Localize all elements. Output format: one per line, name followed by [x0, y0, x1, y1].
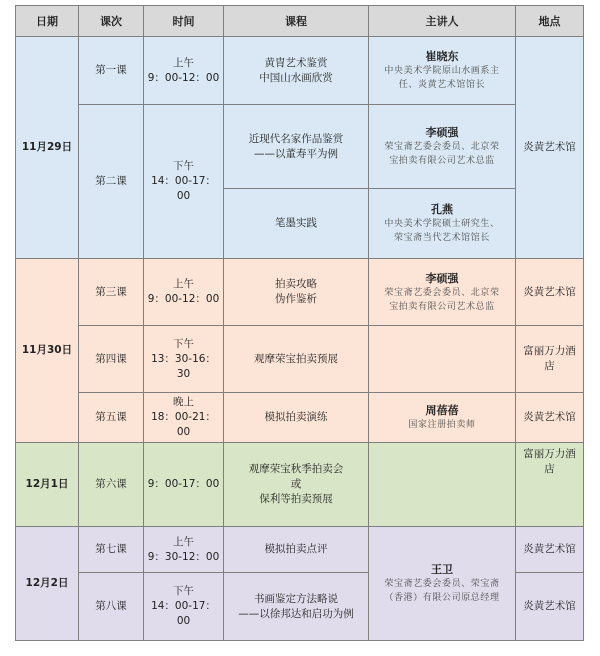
- venue-cell: 炎黄艺术馆: [516, 37, 584, 259]
- speaker-name: 王卫: [431, 563, 453, 576]
- header-row: [16, 6, 584, 37]
- date-cell: 11月30日: [16, 259, 79, 443]
- course-line: 伪作鉴析: [275, 293, 317, 305]
- speaker-desc: 宝拍卖有限公司艺术总监: [389, 156, 495, 166]
- schedule-container: [15, 5, 584, 641]
- table-row: [16, 37, 584, 105]
- course-cell: 笔墨实践: [224, 189, 369, 259]
- venue-cell: 炎黄艺术馆: [516, 527, 584, 573]
- speaker-cell: [369, 105, 516, 189]
- time-cell: [144, 326, 224, 393]
- venue-line: 富丽万力酒: [523, 345, 576, 357]
- table-row: [16, 443, 584, 527]
- time-period: 下午: [173, 160, 194, 172]
- speaker-name: 孔燕: [431, 203, 453, 216]
- course-cell: [224, 259, 369, 326]
- time-hours: 14：00-17：00: [151, 175, 216, 202]
- speaker-desc: 宝拍卖有限公司艺术总监: [389, 301, 495, 312]
- speaker-desc: 国家注册拍卖师: [408, 420, 476, 430]
- course-line: 观摩荣宝秋季拍卖会: [248, 463, 344, 475]
- course-line: 书画鉴定方法略说: [254, 592, 338, 605]
- speaker-cell: [369, 37, 516, 105]
- table-row: [16, 527, 584, 573]
- course-line: 或: [290, 478, 302, 490]
- venue-line: 富丽万力酒: [523, 448, 576, 460]
- venue-cell: 炎黄艺术馆: [516, 393, 584, 443]
- time-hours: 9：30-12：00: [147, 550, 220, 563]
- time-cell: [144, 105, 224, 259]
- header-date: 日期: [16, 6, 79, 37]
- date-cell: 11月29日: [16, 37, 79, 259]
- lesson-cell: 第四课: [79, 326, 144, 393]
- time-hours: 9：00-12：00: [147, 293, 220, 305]
- course-cell: 模拟拍卖点评: [224, 527, 369, 573]
- lesson-cell: 第六课: [79, 443, 144, 527]
- table-row: [16, 105, 584, 189]
- course-cell: [224, 105, 369, 189]
- venue-cell: [516, 326, 584, 393]
- time-period: 下午: [173, 337, 194, 350]
- speaker-cell: [369, 189, 516, 259]
- speaker-desc: 中央美术学院硕士研究生、: [384, 219, 500, 229]
- course-line: 拍卖攻略: [275, 278, 317, 290]
- course-cell: [224, 37, 369, 105]
- time-period: 上午: [173, 535, 194, 548]
- time-period: 上午: [173, 278, 194, 290]
- lesson-cell: 第八课: [79, 573, 144, 641]
- lesson-cell: 第一课: [79, 37, 144, 105]
- speaker-name: 李硕强: [425, 126, 459, 139]
- speaker-cell: [369, 326, 516, 393]
- time-hours: 18：00-21：00: [151, 411, 216, 438]
- venue-line: 店: [544, 360, 555, 372]
- lesson-cell: 第五课: [79, 393, 144, 443]
- time-cell: [144, 527, 224, 573]
- time-cell: [144, 259, 224, 326]
- speaker-desc: （香港）有限公司原总经理: [384, 593, 500, 603]
- venue-cell: 炎黄艺术馆: [516, 259, 584, 326]
- speaker-desc: 荣宝斋当代艺术馆馆长: [393, 233, 490, 243]
- header-venue: 地点: [516, 6, 584, 37]
- time-hours: 14：00-17：00: [151, 600, 216, 627]
- time-cell: [144, 37, 224, 105]
- date-cell: 12月1日: [16, 443, 79, 527]
- course-line: 中国山水画欣赏: [259, 71, 333, 84]
- lesson-cell: 第三课: [79, 259, 144, 326]
- header-course: 课程: [224, 6, 369, 37]
- speaker-cell: [369, 259, 516, 326]
- speaker-cell: [369, 443, 516, 527]
- speaker-desc: 荣宝斋艺委会委员、北京荣: [384, 142, 500, 152]
- course-cell: [224, 573, 369, 641]
- course-schedule-table: [15, 5, 584, 641]
- speaker-desc: 荣宝斋艺委会委员、北京荣: [384, 287, 500, 298]
- course-line: ——以徐邦达和启功为例: [238, 607, 354, 620]
- speaker-desc: 中央美术学院原山水画系主: [384, 66, 500, 76]
- table-row: [16, 326, 584, 393]
- date-cell: 12月2日: [16, 527, 79, 641]
- course-line: 保利等拍卖预展: [259, 493, 333, 505]
- speaker-cell: [369, 527, 516, 641]
- header-time: 时间: [144, 6, 224, 37]
- header-lesson: 课次: [79, 6, 144, 37]
- table-row: [16, 393, 584, 443]
- speaker-name: 周蓓蓓: [425, 404, 459, 417]
- speaker-name: 崔晓东: [425, 50, 459, 63]
- course-cell: 模拟拍卖演练: [224, 393, 369, 443]
- speaker-desc: 任、炎黄艺术馆馆长: [398, 80, 486, 90]
- speaker-desc: 荣宝斋艺委会委员、荣宝斋: [384, 579, 500, 589]
- speaker-name: 李硕强: [425, 271, 459, 285]
- time-hours: 9：00-12：00: [147, 71, 220, 84]
- course-line: 黄胄艺术鉴赏: [264, 56, 328, 69]
- time-cell: [144, 573, 224, 641]
- header-speaker: 主讲人: [369, 6, 516, 37]
- time-cell: 9：00-17：00: [144, 443, 224, 527]
- time-period: 上午: [173, 56, 194, 69]
- time-cell: [144, 393, 224, 443]
- time-period: 晚上: [173, 396, 194, 408]
- lesson-cell: 第七课: [79, 527, 144, 573]
- venue-cell: [516, 443, 584, 527]
- course-line: 近现代名家作品鉴赏: [248, 132, 344, 145]
- lesson-cell: 第二课: [79, 105, 144, 259]
- course-cell: [224, 443, 369, 527]
- table-row: [16, 259, 584, 326]
- venue-line: 店: [544, 463, 555, 475]
- course-line: ——以董寿平为例: [254, 147, 338, 160]
- venue-cell: 炎黄艺术馆: [516, 573, 584, 641]
- course-cell: 观摩荣宝拍卖预展: [224, 326, 369, 393]
- time-hours: 13：30-16：30: [151, 352, 216, 380]
- speaker-cell: [369, 393, 516, 443]
- time-period: 下午: [173, 585, 194, 597]
